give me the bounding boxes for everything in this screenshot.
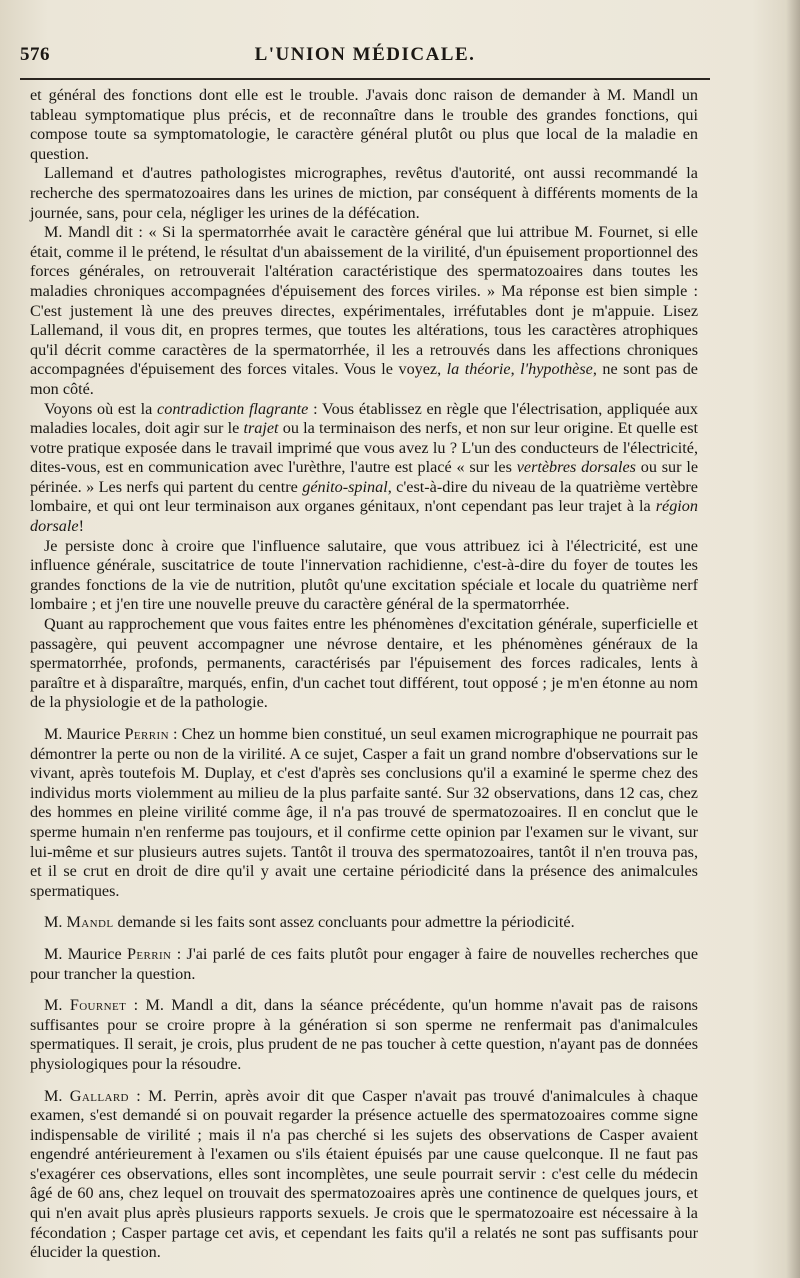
paragraph <box>30 945 698 984</box>
italic-run: vertèbres dorsales <box>516 458 636 477</box>
text-run: : M. Perrin, après avoir dit que Casper n'avait pas trouvé d'animalcules à chaque examen, s'est demandé si on pouvait regarder la présence actuelle des spermatozoaires comme signe indispensable de virilité ; mais il n'a pas cherché si les sujets des observations de Casper avaient engendré antérieurement à l'examen ou s'ils étaient épuisés par une cause quelconque. Il ne faut pas s'exagérer ces observations, elles sont incomplètes, une seule pourrait servir : c'est celle du médecin âgé de 60 ans, chez lequel on trouvait des spermatozoaires après une continence de quelques jours, et qui n'en avait plus après plusieurs rapports sexuels. Je crois que le spermatozoaire est nécessaire à la fécondation ; Casper partage cet avis, et cependant les faits qu'il a relatés ne sont pas suffisants pour élucider la question. <box>30 1086 698 1262</box>
text-run: : M. Mandl a dit, dans la séance précédente, qu'un homme n'avait pas de raisons suffisantes pour se croire propre à la génération si son sperme ne renfermait pas d'animalcules spermatiques. Il serait, je crois, plus prudent de ne pas toucher à cette question, n'ayant pas de données physiologiques pour la résoudre. <box>30 996 698 1073</box>
text-run: , c'est-à-dire du niveau de la quatrième vertèbre lombaire, et qui ont leur terminaison aux organes génitaux, n'ont cependant pas leur trajet à la <box>30 477 698 516</box>
italic-run: région dorsale <box>30 497 698 536</box>
text-run: : Chez un homme bien constitué, un seul examen micrographique ne pourrait pas démontrer la perte ou non de la virilité. A ce sujet, Casper a fait un grand nombre d'observations sur le vivant, après toutefois M. Duplay, et c'est d'après ses conclusions qu'il a examiné le sperme chez des individus morts violemment au milieu de la plus parfaite santé. Sur 32 observations, dans 12 cas, chez des hommes en pleine virilité comme âge, il n'a pas trouvé de spermatozoaires. Il en conclut que le sperme humain n'en renferme pas toujours, et il confirme cette opinion par l'examen sur le vivant, sur lui-même et sur plusieurs autres sujets. Tantôt il trouva des spermatozoaires, tantôt il n'en trouva pas, et il se crut en droit de dire qu'il y avait une certaine périodicité dans la présence des animalcules spermatiques. <box>30 725 698 900</box>
paragraph <box>30 537 698 615</box>
text-run: Je persiste donc à croire que l'influence salutaire, que vous attribuez ici à l'électricité, est une influence générale, suscitatrice de toute l'innervation rachidienne, c'est-à-dire du foyer de toutes les grandes fonctions de la vie de nutrition, plutôt qu'une excitation spéciale et locale du quatrième nerf lombaire ; et j'en tire une nouvelle preuve du caractère général de la spermatorrhée. <box>30 536 698 614</box>
text-run: Lallemand et d'autres pathologistes micrographes, revêtus d'autorité, ont aussi recommandé la recherche des spermatozoaires dans les urines de miction, par conséquent à différents moments de la journée, sans, pour cela, négliger les urines de la défécation. <box>30 164 698 222</box>
paragraph <box>30 1087 698 1263</box>
text-run: : Vous établissez en règle que l'électrisation, appliquée aux maladies locales, doit agir sur le <box>30 399 698 438</box>
paragraph <box>30 164 698 223</box>
page-number: 576 <box>20 44 50 65</box>
italic-run: contradiction flagrante <box>157 399 309 418</box>
speaker-name: Perrin <box>127 944 172 963</box>
text-run: et général des fonctions dont elle est le trouble. J'avais donc raison de demander à M. Mandl un tableau symptomatique plus précis, et de reconnaître dans le trouble des grandes fonctions, qui compose toute sa symptomatologie, le caractère général plutôt ou plus que local de la maladie en question. <box>30 86 698 163</box>
header-rule <box>20 78 710 80</box>
paragraph <box>30 223 698 399</box>
text-run: ou la terminaison des nerfs, et non sur leur origine. Et quelle est votre pratique exposée dans le travail imprimé que vous avez lu ? L'un des conducteurs de l'électricité, dites-vous, est en communication avec l'urèthre, l'autre est placé « sur les <box>30 419 698 477</box>
paragraph <box>30 86 698 164</box>
page-edge-shadow <box>786 0 800 1278</box>
page-header <box>20 44 710 74</box>
italic-run: l'hypothèse <box>520 360 593 379</box>
italic-run: génito-spinal <box>302 477 388 496</box>
text-run: M. <box>44 996 70 1015</box>
text-run: : J'ai parlé de ces faits plutôt pour engager à faire de nouvelles recherches que pour trancher la question. <box>30 944 699 983</box>
italic-run: la théorie <box>446 360 511 379</box>
text-run: M. <box>44 913 67 932</box>
speaker-name: Perrin <box>124 725 169 743</box>
speaker-name: Mandl <box>66 913 114 932</box>
text-run: Quant au rapprochement que vous faites entre les phénomènes d'excitation générale, superficielle et passagère, qui peuvent accompagner une névrose dentaire, et les phénomènes généraux de la spermatorrhée, profonds, permanents, caractérisés par l'épuisement des forces radicales, lents à paraître et à disparaître, marqués, enfin, d'un cachet tout différent, tout opposé ; je m'en étonne au nom de la physiologie et de la pathologie. <box>30 615 698 712</box>
paragraph <box>30 400 698 537</box>
text-run: demande si les faits sont assez concluants pour admettre la périodicité. <box>113 913 575 932</box>
text-run: M. Maurice <box>44 725 125 743</box>
text-run: , <box>510 360 521 379</box>
text-run: , ne sont pas de mon côté. <box>30 360 698 398</box>
paragraph <box>30 913 698 933</box>
speaker-name: Gallard <box>69 1086 129 1105</box>
paragraph <box>30 615 698 713</box>
text-run: M. <box>44 1086 70 1105</box>
text-run: M. Mandl dit : « Si la spermatorrhée avait le caractère général que lui attribue M. Fournet, si elle était, comme il le prétend, le résultat d'un abaissement de la virilité, d'un épuisement proportionnel des forces générales, on retrouverait l'altération caractéristique des spermatozoaires dans toutes les maladies chroniques accompagnées d'épuisement des forces viriles. » Ma réponse est bien simple : C'est justement là une des preuves directes, expérimentales, irréfutables dont je m'appuie. Lisez Lallemand, il vous dit, en propres termes, que toutes les altérations, tous les caractères atrophiques qu'il décrit comme caractères de la spermatorrhée, il les a retrouvés dans les affections chroniques accompagnées d'épuisement des forces vitales. Vous le voyez, <box>30 223 698 379</box>
paragraph <box>30 725 698 901</box>
running-title: L'UNION MÉDICALE. <box>254 44 476 65</box>
text-run: Voyons où est la <box>44 399 158 418</box>
paragraph <box>30 996 698 1074</box>
text-run: M. Maurice <box>44 944 127 963</box>
italic-run: trajet <box>243 419 279 438</box>
speaker-name: Fournet <box>69 996 127 1015</box>
article-body <box>30 86 698 1263</box>
text-run: ou sur le périnée. » Les nerfs qui partent du centre <box>30 458 698 496</box>
text-run: ! <box>78 517 84 536</box>
